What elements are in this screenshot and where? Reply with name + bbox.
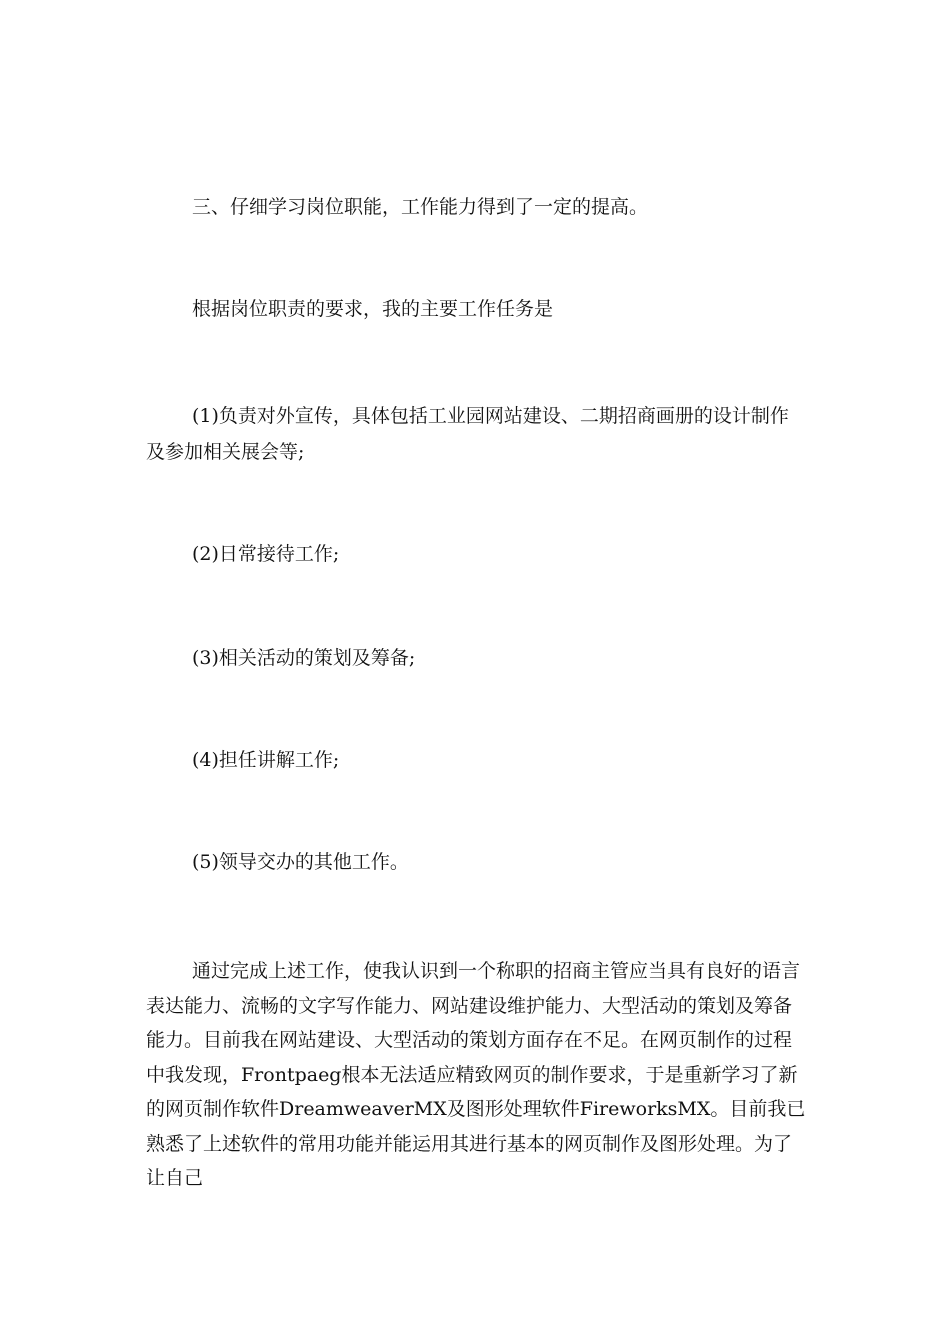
list-item-5: (5)领导交办的其他工作。 [192, 851, 409, 873]
section-heading: 三、仔细学习岗位职能，工作能力得到了一定的提高。 [192, 196, 649, 218]
list-item-2: (2)日常接待工作; [192, 543, 340, 565]
list-item-1: (1)负责对外宣传，具体包括工业园网站建设、二期招商画册的设计制作及参加相关展会等; [146, 405, 789, 463]
intro-paragraph: 根据岗位职责的要求，我的主要工作任务是 [192, 298, 554, 320]
body-paragraph: 通过完成上述工作，使我认识到一个称职的招商主管应当具有良好的语言表达能力、流畅的文字写作能力、网站建设维护能力、大型活动的策划及筹备能力。目前我在网站建设、大型活动的策划方面存在不足。在网页制作的过程中我发现，Frontpaeg根本无法适应精致网页的制作要求，于是重新学习了新的网页制作软件DreamweaverMX及图形处理软件FireworksMX。目前我已熟悉了上述软件的常用功能并能运用其进行基本的网页制作及图形处理。为了让自己 [146, 960, 806, 1189]
list-item-3: (3)相关活动的策划及筹备; [192, 647, 416, 669]
list-item-4: (4)担任讲解工作; [192, 749, 340, 771]
